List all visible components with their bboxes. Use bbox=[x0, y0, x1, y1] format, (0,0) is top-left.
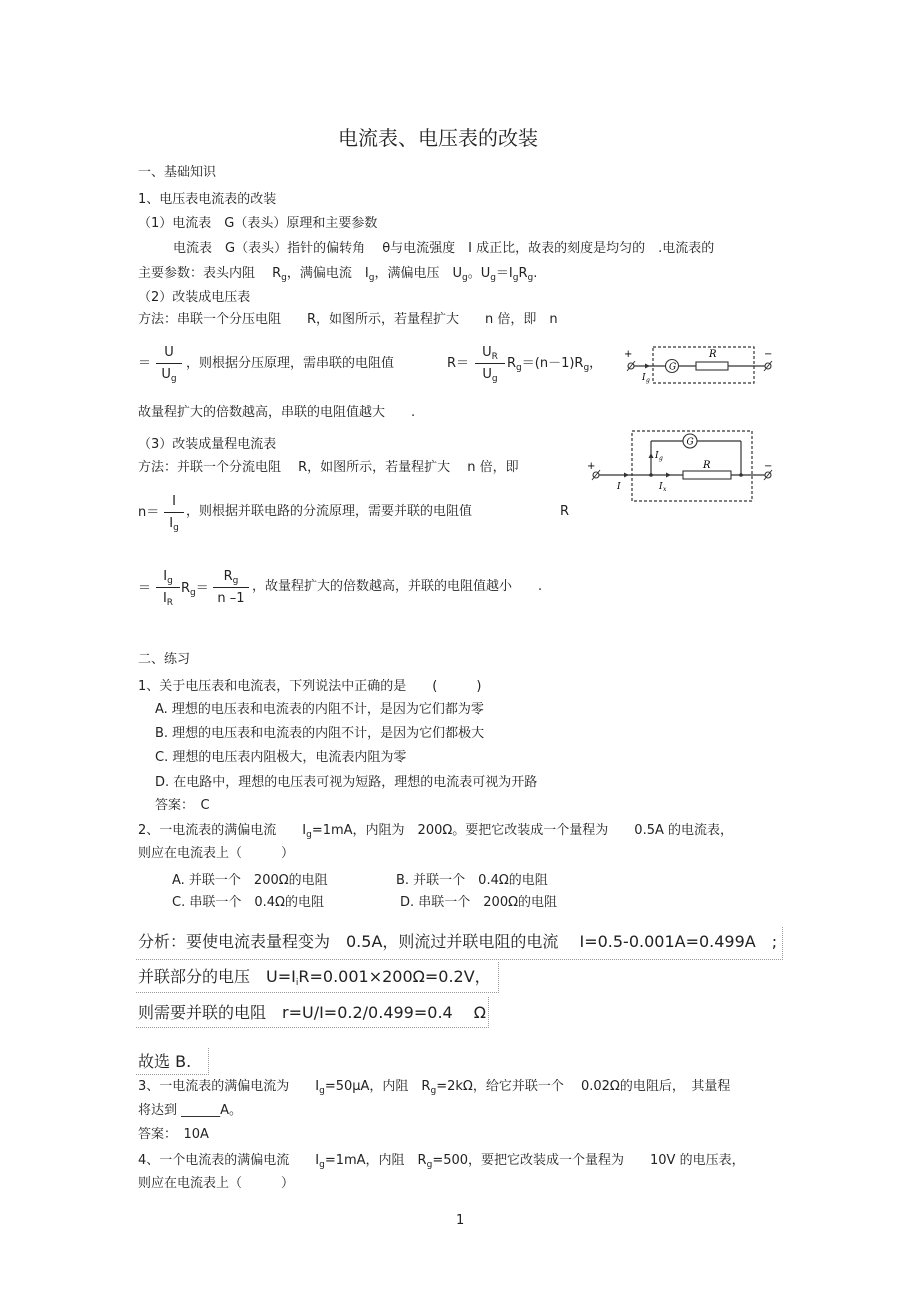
method-ammeter: 方法：并联一个分流电阻 R，如图所示，若量程扩大 n 倍，即 bbox=[138, 460, 519, 475]
q1-answer: 答案： C bbox=[155, 798, 210, 813]
r-equals: R＝ bbox=[447, 356, 470, 371]
svg-text:x: x bbox=[663, 486, 667, 493]
rg-times: $R_g=$ bbox=[181, 581, 209, 598]
section-heading-practice: 二、练习 bbox=[138, 652, 191, 667]
ammeter-circuit-diagram bbox=[585, 428, 780, 510]
equals-sign: ＝ bbox=[138, 356, 152, 371]
parallel-conclusion: ，故量程扩大的倍数越高，并联的电阻值越小 . bbox=[252, 579, 543, 594]
r-label: R bbox=[560, 504, 570, 519]
q4-stem-line2: 则应在电流表上（ ） bbox=[138, 1176, 295, 1191]
q2-stem-line2: 则应在电流表上（ ） bbox=[138, 846, 295, 861]
q1-option-a: A. 理想的电压表和电流表的内阻不计，是因为它们都为零 bbox=[155, 702, 484, 717]
page-title: 电流表、电压表的改装 bbox=[338, 126, 538, 150]
n-equals: n＝ bbox=[138, 505, 160, 520]
circuit-minus-label: − bbox=[764, 349, 773, 360]
q1-option-b: B. 理想的电压表和电流表的内阻不计，是因为它们都极大 bbox=[155, 726, 485, 741]
galvanometer-label: G bbox=[669, 362, 677, 373]
fraction-i-over-ig: I $I_g$ bbox=[164, 494, 184, 532]
q2-option-c: C. 串联一个 0.4Ω的电阻 bbox=[172, 895, 324, 910]
paragraph-parameters: 主要参数：表头内阻 $R_g$，满偏电流 $I_g$，满偏电压 $U_g$。$U_g=I_gR_g$. bbox=[138, 266, 538, 283]
q1-option-c: C. 理想的电压表内阻极大，电流表内阻为零 bbox=[155, 750, 407, 765]
q3-stem-line2: 将达到 ______A。 bbox=[138, 1103, 243, 1118]
fraction-ig-over-ir: $I_g$ $I_R$ bbox=[156, 569, 180, 607]
fraction-ur-over-ug: $U_R$ $U_g$ bbox=[475, 345, 505, 383]
svg-text:g: g bbox=[646, 377, 650, 384]
series-resistance-formula: $R_g=(n-1)R_g$， bbox=[507, 356, 603, 373]
item-heading-voltmeter: （2）改装成电压表 bbox=[138, 290, 251, 305]
resistor-label: R bbox=[709, 349, 717, 360]
galvanometer2-label: G bbox=[686, 437, 694, 448]
page-number: 1 bbox=[456, 1213, 465, 1228]
q2-choice: 故选 B. bbox=[138, 1052, 192, 1071]
paragraph-galvanometer: 电流表 G（表头）指针的偏转角 θ与电流强度 I 成正比，故表的刻度是均匀的 .电流表的 bbox=[173, 241, 715, 256]
q4-stem-line1: 4、一个电流表的满偏电流 $I_g=1mA$，内阻 $R_g=500$，要把它改装成一个量程为 10V 的电压表， bbox=[138, 1153, 745, 1170]
current-label: I bbox=[642, 373, 646, 383]
fraction-rg-over-n-minus-1: $R_g$ n –1 bbox=[213, 569, 249, 607]
q1-stem: 1、关于电压表和电流表，下列说法中正确的是 ( ) bbox=[138, 679, 482, 694]
branch-current-x-label: I bbox=[659, 482, 663, 492]
subsection-heading: 1、电压表电流表的改装 bbox=[138, 192, 277, 207]
q1-option-d: D. 在电路中，理想的电压表可视为短路，理想的电流表可视为开路 bbox=[155, 775, 538, 790]
q2-analysis-line3: 则需要并联的电阻 r=U/I=0.2/0.499=0.4 Ω bbox=[138, 1003, 487, 1022]
circuit2-minus-label: − bbox=[764, 461, 773, 472]
series-text: ，则根据分压原理，需串联的电阻值 bbox=[186, 356, 395, 371]
equals-sign-2: ＝ bbox=[138, 581, 152, 596]
total-current-label: I bbox=[617, 482, 621, 492]
section-heading-basics: 一、基础知识 bbox=[138, 165, 217, 180]
fraction-u-over-ug: U $U_g$ bbox=[156, 345, 182, 383]
q2-option-a: A. 并联一个 200Ω的电阻 bbox=[172, 873, 328, 888]
q3-answer: 答案： 10A bbox=[138, 1127, 209, 1142]
q2-analysis-line1: 分析：要使电流表量程变为 0.5A，则流过并联电阻的电流 I=0.5-0.001A=0.499A ; bbox=[138, 932, 778, 951]
voltmeter-circuit-diagram bbox=[620, 344, 780, 388]
parallel-text: ，则根据并联电路的分流原理，需要并联的电阻值 bbox=[186, 504, 473, 519]
series-conclusion: 故量程扩大的倍数越高，串联的电阻值越大 . bbox=[138, 405, 416, 420]
method-voltmeter: 方法：串联一个分压电阻 R，如图所示，若量程扩大 n 倍，即 n bbox=[138, 312, 558, 327]
q2-option-b: B. 并联一个 0.4Ω的电阻 bbox=[396, 873, 548, 888]
circuit2-plus-label: + bbox=[587, 461, 596, 472]
resistor2-label: R bbox=[703, 460, 711, 471]
q2-option-d: D. 串联一个 200Ω的电阻 bbox=[400, 895, 558, 910]
svg-text:g: g bbox=[659, 455, 663, 462]
q3-stem-line1: 3、一电流表的满偏电流为 $I_g=50\mu A$，内阻 $R_g=2k\Omega$，给它并联一个 0.02Ω的电阻后， 其量程 bbox=[138, 1079, 731, 1096]
circuit-plus-label: + bbox=[624, 349, 633, 360]
branch-current-g-label: I bbox=[655, 451, 659, 461]
item-heading-galvanometer: （1）电流表 G（表头）原理和主要参数 bbox=[138, 216, 378, 231]
item-heading-ammeter: （3）改装成量程电流表 bbox=[138, 437, 277, 452]
q2-stem-line1: 2、一电流表的满偏电流 $I_g=1mA$，内阻为 200Ω。要把它改装成一个量程为 0.5A 的电流表， bbox=[138, 823, 733, 840]
q2-analysis-line2: 并联部分的电压 $U=I_iR=0.001\times 200\Omega=0.2V$， bbox=[138, 967, 491, 988]
